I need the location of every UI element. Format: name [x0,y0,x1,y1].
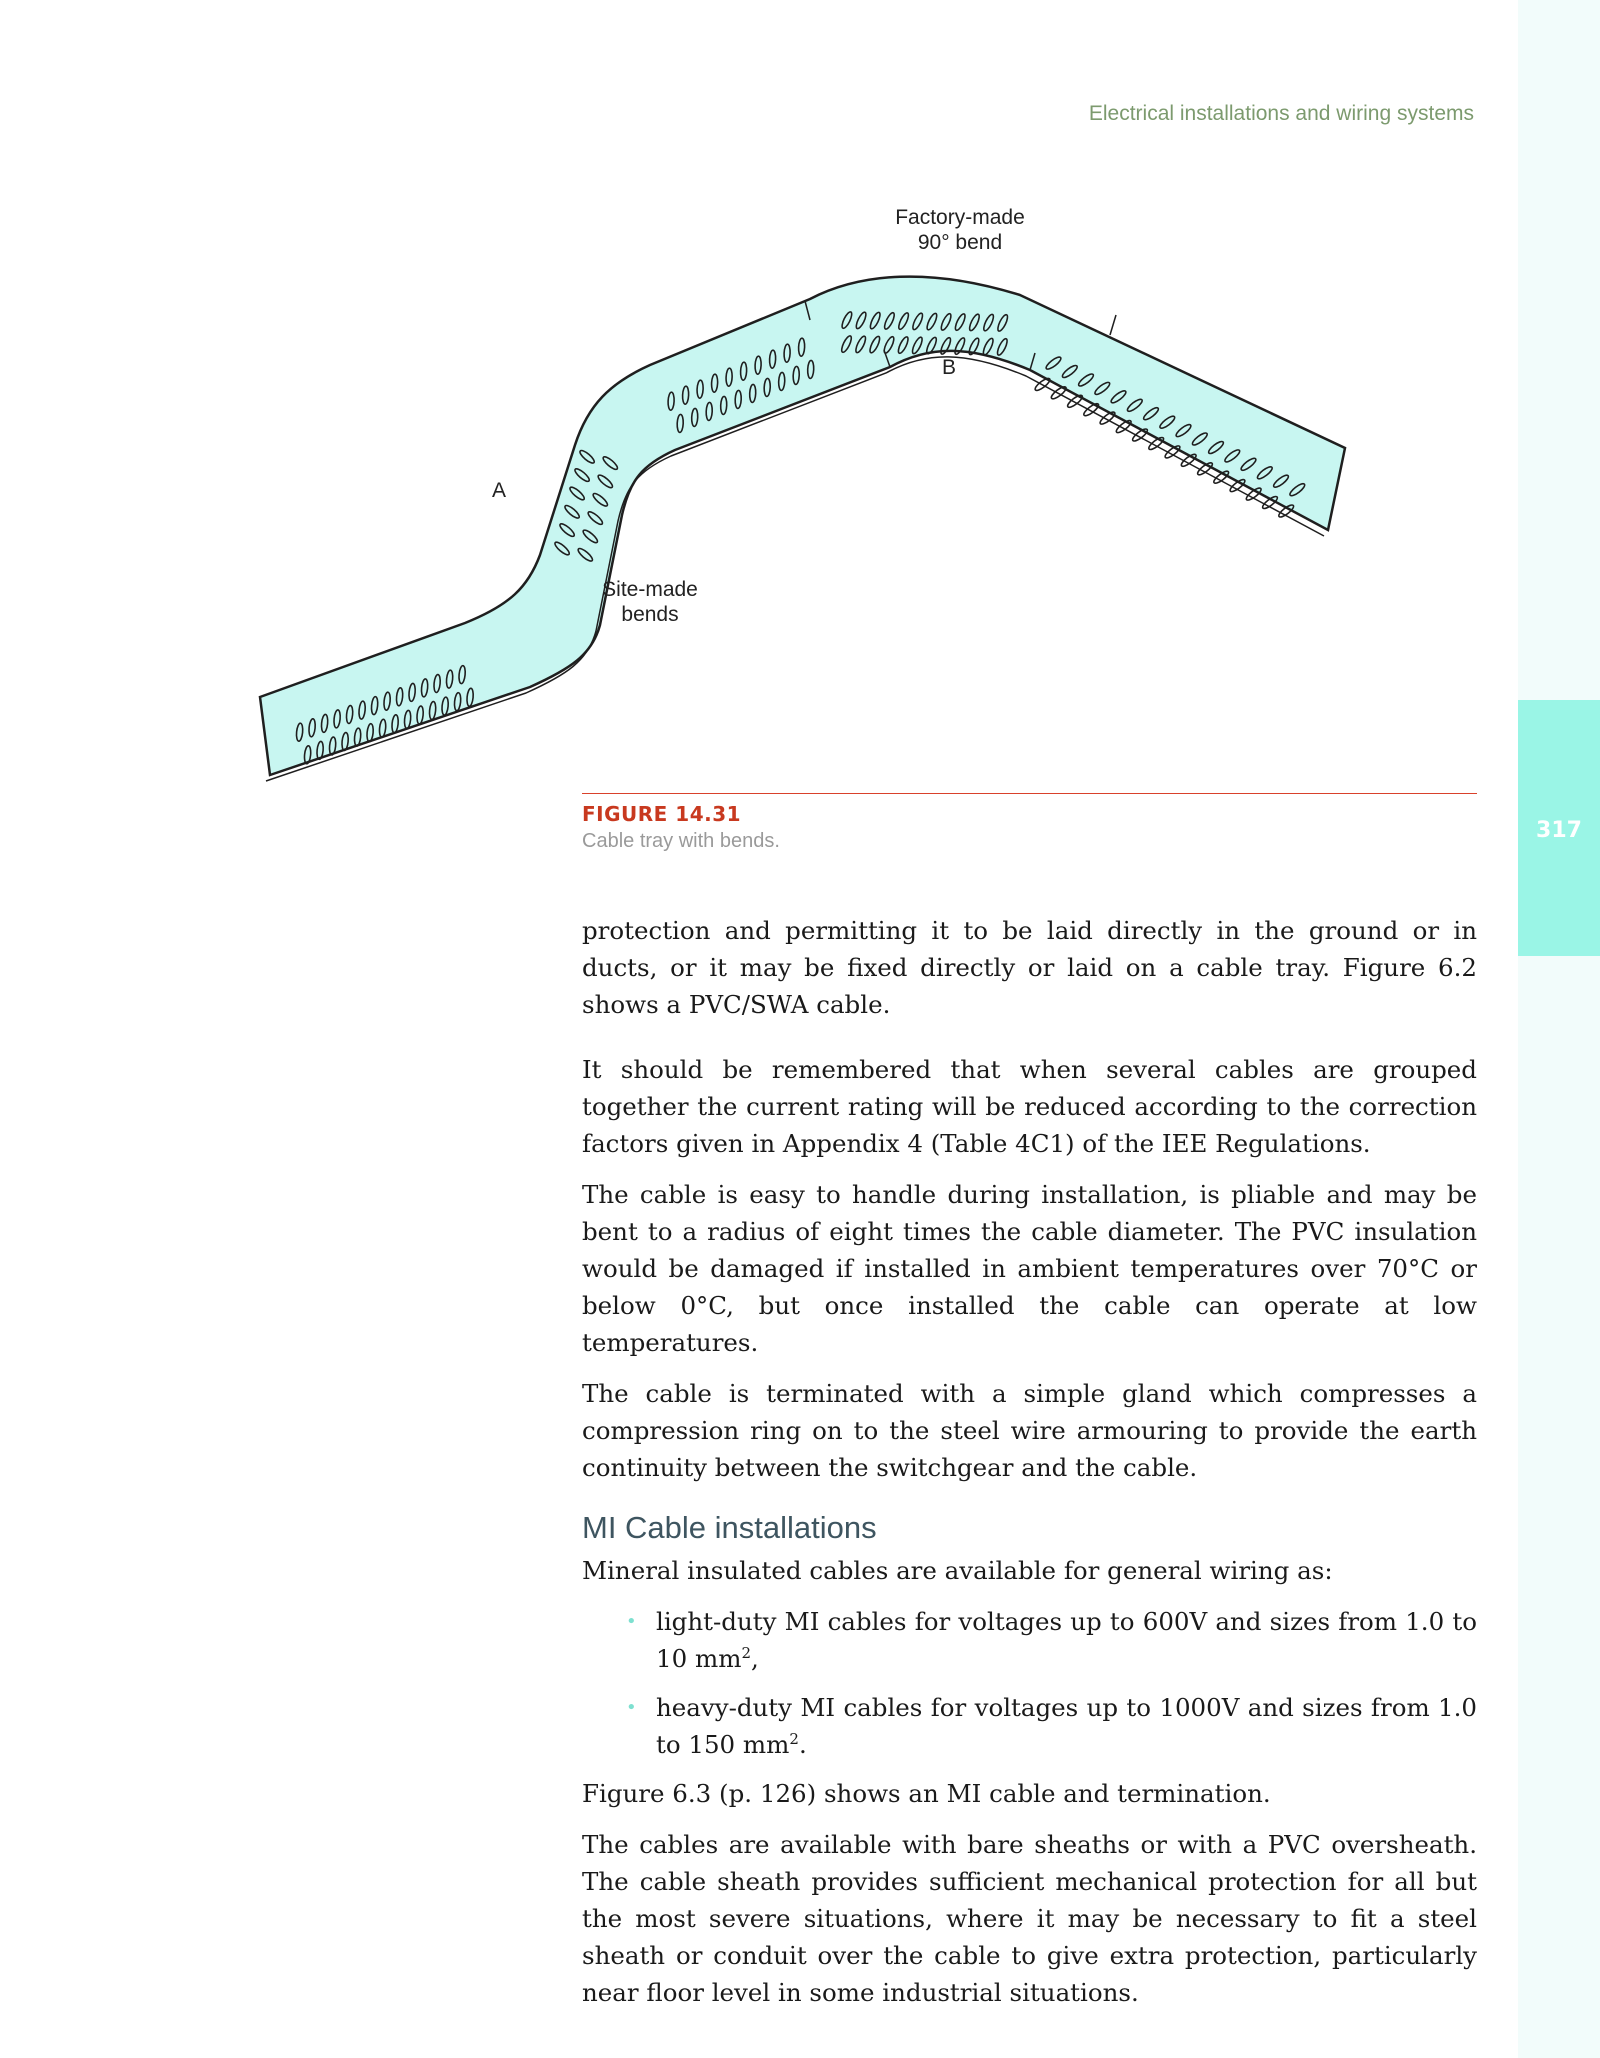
list-item-text: heavy-duty MI cables for voltages up to 1000V and sizes from 1.0 to 150 mm [656,1693,1477,1759]
tray-body [260,277,1345,775]
paragraph: The cable is terminated with a simple gland which compresses a compression ring on to the steel wire armouring to provide the earth continuity between the switchgear and the cable. [582,1379,1477,1482]
list-item-tail: , [750,1644,759,1673]
bullet-icon: • [626,1697,637,1718]
joint-line [1110,315,1116,335]
label-a: A [492,479,507,502]
list-item [626,1689,1477,1763]
perforation-slot [1066,393,1084,409]
paragraph: The cables are available with bare sheaths or with a PVC oversheath. The cable sheath provides sufficient mechanical protection for all but the most severe situations, where it may be necessary to fit a steel sheath or conduit over the cable to give extra protection, particularly near floor level in some industrial situations. [582,1830,1477,2007]
label-site-bends: Site-made bends [602,578,698,626]
page-number: 317 [1536,818,1582,843]
superscript: 2 [741,1643,751,1662]
paragraph: The cable is easy to handle during installation, is pliable and may be bent to a radius of eight times the cable diameter. The PVC insulation would be damaged if installed in ambient temperatures over 70°C or below 0°C, but once installed the cable can operate at low temperatures. [582,1180,1477,1357]
figure-caption: Cable tray with bends. [582,830,780,852]
figure-number: FIGURE 14.31 [582,802,742,826]
body-text [582,912,1477,2025]
running-title: Electrical installations and wiring systems [1088,102,1474,125]
cable-tray-illustration [250,195,1370,785]
caption-rule [582,793,1477,794]
side-strip [1518,0,1600,2058]
bullet-icon: • [626,1611,637,1632]
cable-tray-figure [250,195,1370,785]
superscript: 2 [789,1729,799,1748]
paragraph: Figure 6.3 (p. 126) shows an MI cable and termination. [582,1779,1271,1808]
list-item [626,1603,1477,1677]
paragraph: protection and permitting it to be laid directly in the ground or in ducts, or it may be fixed directly or laid on a cable tray. Figure 6.2 shows a PVC/SWA cable. [582,916,1477,1019]
label-factory-bend: Factory-made 90° bend [895,206,1025,254]
paragraph: It should be remembered that when several cables are grouped together the current rating will be reduced according to the correction factors given in Appendix 4 (Table 4C1) of the IEE Regulations. [582,1055,1477,1158]
label-b: B [942,356,957,379]
section-heading: MI Cable installations [582,1510,877,1545]
list-item-tail: . [798,1730,807,1759]
bullet-list [582,1603,1477,1763]
list-item-text: light-duty MI cables for voltages up to 600V and sizes from 1.0 to 10 mm [656,1607,1477,1673]
paragraph: Mineral insulated cables are available for general wiring as: [582,1556,1333,1585]
